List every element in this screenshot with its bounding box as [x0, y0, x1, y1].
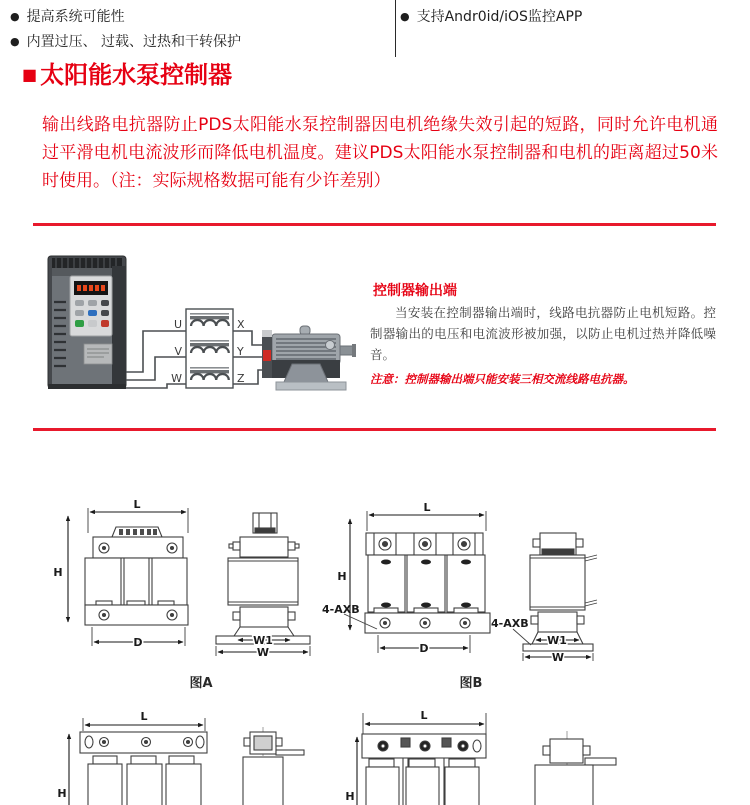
terminal-x-label: X — [237, 318, 245, 331]
fig-d-front-view — [357, 713, 486, 805]
feature-item — [10, 31, 241, 51]
fig-a-front-view — [68, 508, 188, 646]
fig-a-dim-d: D — [133, 636, 143, 649]
output-side-body: 当安装在控制器输出端时，线路电抗器防止电机短路。控制器输出的电压和电流波形被加强，以防止电机过热并降低噪音。 — [370, 305, 716, 362]
fig-d-dim-l: L — [420, 709, 428, 722]
terminal-w-label: W — [171, 372, 182, 385]
feature-label: 提高系统可能性 — [26, 9, 125, 25]
bullet-icon: ● — [10, 35, 20, 48]
terminal-z-label: Z — [237, 372, 245, 385]
fig-b-caption: 图B — [459, 676, 483, 691]
feature-item — [10, 6, 125, 26]
fig-c-front-view — [69, 718, 207, 805]
feature-label: 内置过压、 过载、过热和干转保护 — [26, 34, 242, 50]
output-side-note: 注意：控制器输出端只能安装三相交流线路电抗器。 — [370, 372, 635, 386]
fig-a-dim-w: W — [256, 646, 270, 659]
fig-b-dim-l: L — [423, 501, 431, 514]
fig-c-dim-h: H — [57, 787, 67, 800]
inverter-label-sticker — [84, 344, 112, 364]
red-divider-bottom — [33, 428, 716, 431]
bullet-icon: ● — [400, 10, 410, 23]
fig-a-caption: 图A — [189, 676, 213, 691]
fig-b-dim-h: H — [337, 570, 347, 583]
fig-a-dim-l: L — [133, 498, 141, 511]
feature-item — [400, 6, 582, 26]
terminal-y-label: Y — [237, 345, 244, 358]
section-title — [22, 55, 232, 90]
output-side-heading: 控制器输出端 — [373, 283, 457, 299]
fig-b-front-view — [344, 511, 490, 653]
inverter-image — [48, 256, 126, 389]
feature-label: 支持Andr0id/iOS监控APP — [416, 9, 583, 25]
fig-b-side-dim-w: W — [551, 651, 565, 664]
terminal-u-label: U — [173, 318, 182, 331]
fig-b-axb-label-left: 4-AXB — [322, 603, 360, 616]
fig-b-side-dim-w1: W1 — [547, 634, 567, 647]
line-reactor-symbol — [186, 309, 233, 388]
fig-a-dim-h: H — [53, 566, 63, 579]
fig-b-dim-d: D — [419, 642, 429, 655]
fig-c-dim-l: L — [140, 710, 148, 723]
bullet-icon: ● — [10, 10, 20, 23]
fig-d-side-view — [535, 731, 616, 805]
red-divider-top — [33, 223, 716, 226]
inverter-display — [74, 281, 108, 295]
title-square-marker: ■ — [22, 65, 38, 84]
fig-a-dim-w1: W1 — [253, 634, 273, 647]
inverter-keypad — [75, 300, 109, 327]
dimension-drawings — [0, 485, 750, 805]
section-title-text: 太阳能水泵控制器 — [40, 61, 233, 89]
motor-image — [262, 326, 356, 390]
fig-d-dim-h: H — [345, 790, 355, 803]
intro-paragraph: 输出线路电抗器防止PDS太阳能水泵控制器因电机绝缘失效引起的短路，同时允许电机通过平滑电机电流波形而降低电机温度。建议PDS太阳能水泵控制器和电机的距离超过50米时使用。（注：实际规格数据可能有少许差别） — [42, 115, 718, 191]
fig-b-axb-label-right: 4-AXB — [491, 617, 529, 630]
fig-c-side-view — [243, 727, 304, 805]
terminal-v-label: V — [174, 345, 182, 358]
column-divider — [395, 0, 396, 57]
